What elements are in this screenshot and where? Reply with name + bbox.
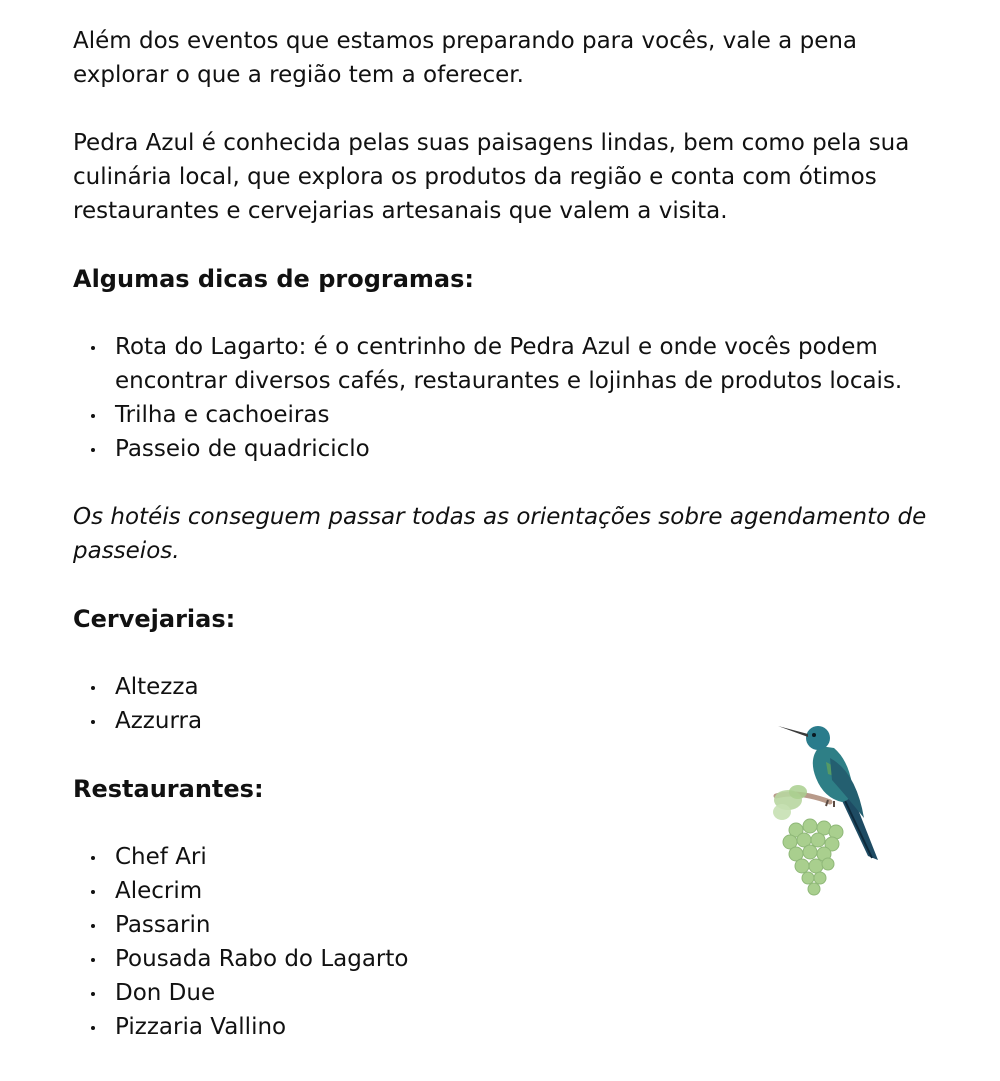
list-item: Rota do Lagarto: é o centrinho de Pedra Azul e onde vocês podem encontrar diversos cafés, restaurantes e lojinhas de produtos locais. (115, 330, 953, 398)
list-item: Passarin (115, 908, 953, 942)
intro-paragraph-1: Além dos eventos que estamos preparando para vocês, vale a pena explorar o que a região tem a oferecer. (73, 28, 858, 88)
list-item: Pousada Rabo do Lagarto (115, 942, 953, 976)
list-item: Azzurra (115, 704, 953, 738)
hummingbird-on-grapes-icon (768, 718, 888, 898)
list-item: Pizzaria Vallino (115, 1010, 953, 1044)
list-item: Trilha e cachoeiras (115, 398, 953, 432)
hotel-note: Os hotéis conseguem passar todas as orientações sobre agendamento de passeios. (73, 504, 927, 564)
list-item: Altezza (115, 670, 953, 704)
list-item: Don Due (115, 976, 953, 1010)
programs-list (73, 330, 953, 466)
list-item: Alecrim (115, 874, 953, 908)
list-item: Chef Ari (115, 840, 953, 874)
restaurants-heading: Restaurantes: (73, 775, 264, 803)
intro-paragraph-2: Pedra Azul é conhecida pelas suas paisagens lindas, bem como pela sua culinária local, que explora os produtos da região e conta com ótimos restaurantes e cervejarias artesanais que valem a visita. (73, 130, 910, 224)
list-item: Passeio de quadriciclo (115, 432, 953, 466)
programs-heading: Algumas dicas de programas: (73, 265, 474, 293)
breweries-heading: Cervejarias: (73, 605, 236, 633)
